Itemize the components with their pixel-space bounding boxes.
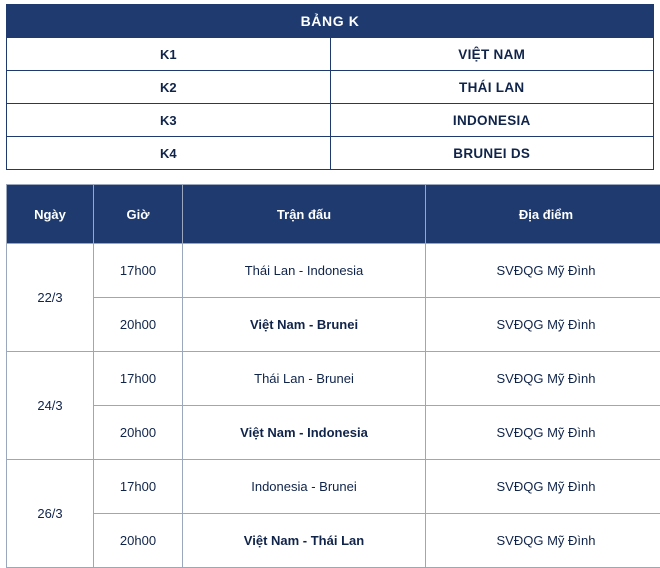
table-row	[7, 406, 660, 460]
match-venue: SVĐQG Mỹ Đình	[426, 460, 660, 514]
match-fixture: Việt Nam - Brunei	[183, 298, 426, 352]
match-time: 20h00	[94, 298, 183, 352]
group-team-name: INDONESIA	[330, 104, 654, 137]
group-slot-code: K4	[7, 137, 331, 170]
table-row	[7, 71, 654, 104]
group-table-header-row	[7, 5, 654, 38]
match-date: 22/3	[7, 244, 94, 352]
table-row	[7, 137, 654, 170]
column-header-time: Giờ	[94, 185, 183, 244]
match-fixture: Indonesia - Brunei	[183, 460, 426, 514]
match-time: 20h00	[94, 406, 183, 460]
table-row	[7, 514, 660, 568]
group-table-body	[7, 38, 654, 170]
group-team-name: THÁI LAN	[330, 71, 654, 104]
group-table	[6, 4, 654, 170]
table-row	[7, 298, 660, 352]
group-slot-code: K1	[7, 38, 331, 71]
match-venue: SVĐQG Mỹ Đình	[426, 352, 660, 406]
match-date: 26/3	[7, 460, 94, 568]
match-venue: SVĐQG Mỹ Đình	[426, 244, 660, 298]
match-venue: SVĐQG Mỹ Đình	[426, 298, 660, 352]
match-fixture: Thái Lan - Indonesia	[183, 244, 426, 298]
table-row	[7, 460, 660, 514]
column-header-match: Trận đấu	[183, 185, 426, 244]
schedule-section	[0, 184, 660, 568]
table-row	[7, 38, 654, 71]
schedule-document	[0, 4, 660, 531]
schedule-table-body	[7, 244, 660, 568]
schedule-header-row	[7, 185, 660, 244]
table-row	[7, 352, 660, 406]
match-time: 17h00	[94, 460, 183, 514]
group-title: BẢNG K	[7, 5, 654, 38]
group-team-name: VIỆT NAM	[330, 38, 654, 71]
column-header-date: Ngày	[7, 185, 94, 244]
match-fixture: Thái Lan - Brunei	[183, 352, 426, 406]
column-header-venue: Địa điểm	[426, 185, 660, 244]
group-team-name: BRUNEI DS	[330, 137, 654, 170]
match-time: 20h00	[94, 514, 183, 568]
match-date: 24/3	[7, 352, 94, 460]
match-time: 17h00	[94, 352, 183, 406]
schedule-table	[6, 184, 660, 568]
match-fixture: Việt Nam - Thái Lan	[183, 514, 426, 568]
match-venue: SVĐQG Mỹ Đình	[426, 514, 660, 568]
group-slot-code: K3	[7, 104, 331, 137]
table-row	[7, 244, 660, 298]
table-row	[7, 104, 654, 137]
match-venue: SVĐQG Mỹ Đình	[426, 406, 660, 460]
group-slot-code: K2	[7, 71, 331, 104]
match-fixture: Việt Nam - Indonesia	[183, 406, 426, 460]
match-time: 17h00	[94, 244, 183, 298]
